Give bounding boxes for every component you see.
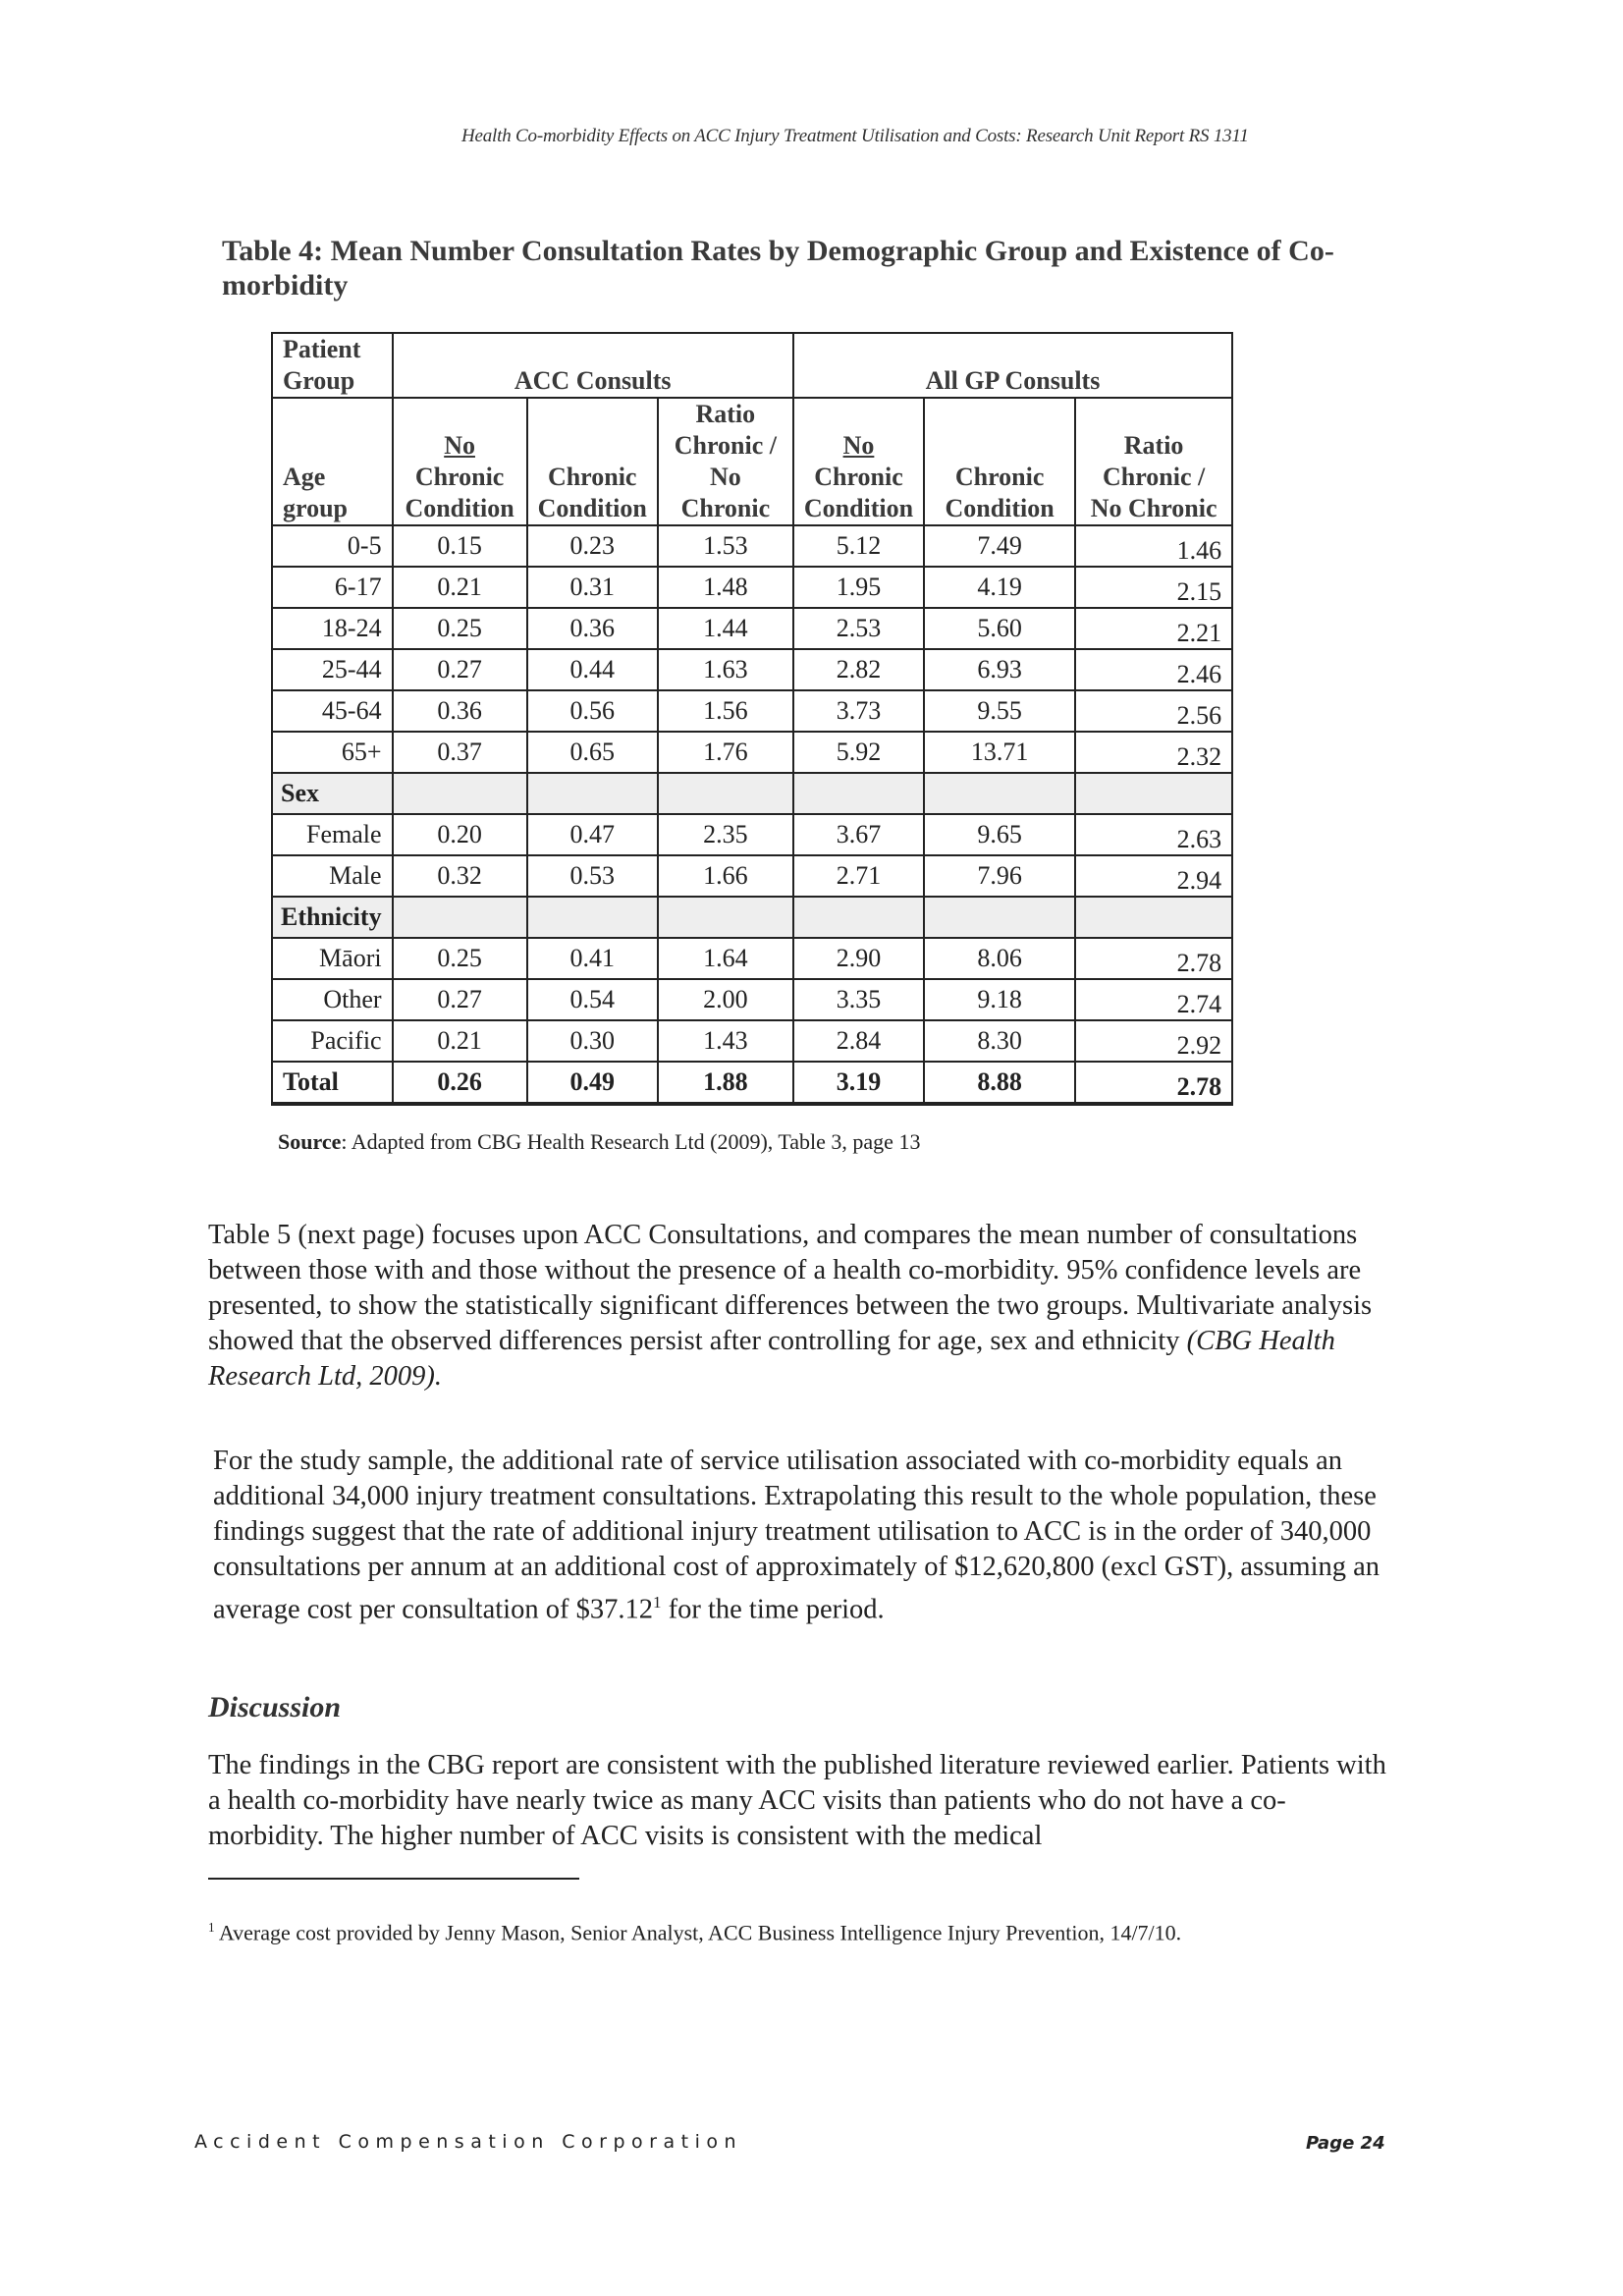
- table-row: [272, 525, 1232, 567]
- cell: 2.56: [1075, 690, 1232, 732]
- cell: 1.63: [658, 649, 793, 690]
- section-label: Ethnicity: [272, 897, 393, 938]
- cell: 4.19: [924, 567, 1075, 608]
- table-source-note: [278, 1129, 920, 1155]
- header-gp-no-chronic: [793, 398, 924, 525]
- paragraph-text: for the time period.: [661, 1594, 885, 1625]
- cell: 5.92: [793, 732, 924, 773]
- cell: 1.95: [793, 567, 924, 608]
- source-label: Source: [278, 1129, 342, 1154]
- cell: 8.88: [924, 1062, 1075, 1104]
- cell: 2.78: [1075, 1062, 1232, 1104]
- consultation-rates-table: [271, 332, 1233, 1106]
- header-age-group: Age group: [272, 398, 393, 525]
- row-label: 65+: [272, 732, 393, 773]
- cell: 2.46: [1075, 649, 1232, 690]
- section-row-sex: [272, 773, 1232, 814]
- table-row: [272, 649, 1232, 690]
- row-label: 25-44: [272, 649, 393, 690]
- cell: 2.15: [1075, 567, 1232, 608]
- cell: 2.92: [1075, 1020, 1232, 1062]
- cell: 1.44: [658, 608, 793, 649]
- table-title: Table 4: Mean Number Consultation Rates by Demographic Group and Existence of Co-morbidity: [222, 235, 1334, 301]
- cell: 0.21: [393, 1020, 527, 1062]
- cell: 2.35: [658, 814, 793, 855]
- cell: 8.06: [924, 938, 1075, 979]
- table-row: [272, 567, 1232, 608]
- row-label: 45-64: [272, 690, 393, 732]
- total-row: [272, 1062, 1232, 1104]
- row-label: 18-24: [272, 608, 393, 649]
- cell: 0.47: [527, 814, 658, 855]
- cell: 0.31: [527, 567, 658, 608]
- cell: 1.48: [658, 567, 793, 608]
- header-no-underlined: No: [842, 431, 875, 460]
- cell: 0.21: [393, 567, 527, 608]
- cell: 2.84: [793, 1020, 924, 1062]
- cell: 2.74: [1075, 979, 1232, 1020]
- row-label: Female: [272, 814, 393, 855]
- cell: 13.71: [924, 732, 1075, 773]
- cell: 2.90: [793, 938, 924, 979]
- cell: 0.56: [527, 690, 658, 732]
- cell: 0.44: [527, 649, 658, 690]
- cell: 9.65: [924, 814, 1075, 855]
- table-row: [272, 732, 1232, 773]
- cell: 0.25: [393, 938, 527, 979]
- cell: 0.32: [393, 855, 527, 897]
- cell: 1.66: [658, 855, 793, 897]
- cell: 1.46: [1075, 525, 1232, 567]
- cell: 0.23: [527, 525, 658, 567]
- cell: 0.41: [527, 938, 658, 979]
- header-acc-chronic: Chronic Condition: [527, 398, 658, 525]
- source-text: : Adapted from CBG Health Research Ltd (2009), Table 3, page 13: [341, 1129, 921, 1154]
- cell: 2.94: [1075, 855, 1232, 897]
- cell: 0.27: [393, 979, 527, 1020]
- cell: 0.37: [393, 732, 527, 773]
- row-label: Total: [272, 1062, 393, 1104]
- row-label: Māori: [272, 938, 393, 979]
- cell: 0.27: [393, 649, 527, 690]
- cell: 0.65: [527, 732, 658, 773]
- cell: 0.26: [393, 1062, 527, 1104]
- header-gp-chronic: Chronic Condition: [924, 398, 1075, 525]
- cell: 2.21: [1075, 608, 1232, 649]
- cell: 1.56: [658, 690, 793, 732]
- page-number: Page 24: [1306, 2133, 1385, 2154]
- header-chronic-condition-suffix: Chronic Condition: [803, 463, 914, 522]
- cell: 1.76: [658, 732, 793, 773]
- footer-organisation: Accident Compensation Corporation: [194, 2131, 743, 2153]
- cell: 5.12: [793, 525, 924, 567]
- footnote: [208, 1913, 1396, 1947]
- cell: 1.43: [658, 1020, 793, 1062]
- header-acc-no-chronic: [393, 398, 527, 525]
- cell: 5.60: [924, 608, 1075, 649]
- cell: 0.53: [527, 855, 658, 897]
- paragraph-discussion: The findings in the CBG report are consistent with the published literature reviewed earlier. Patients with a health co-morbidity have nearly twice as many ACC visits than patients who do not have a co-morbidity. The higher number of ACC visits is consistent with the medical: [208, 1750, 1386, 1851]
- header-gp-ratio: Ratio Chronic / No Chronic: [1075, 398, 1232, 525]
- cell: 9.55: [924, 690, 1075, 732]
- cell: 2.78: [1075, 938, 1232, 979]
- cell: 2.53: [793, 608, 924, 649]
- header-patient-group: Patient Group: [272, 333, 393, 398]
- discussion-heading: Discussion: [208, 1691, 342, 1723]
- cell: 3.67: [793, 814, 924, 855]
- cell: 0.30: [527, 1020, 658, 1062]
- table-row: [272, 608, 1232, 649]
- cell: 2.71: [793, 855, 924, 897]
- cell: 3.19: [793, 1062, 924, 1104]
- cell: 6.93: [924, 649, 1075, 690]
- header-all-gp-consults: All GP Consults: [793, 333, 1232, 398]
- cell: 9.18: [924, 979, 1075, 1020]
- citation: (CBG Health Research Ltd, 2009).: [208, 1326, 1335, 1392]
- footnote-divider: [208, 1878, 579, 1880]
- footnote-reference[interactable]: 1: [652, 1593, 662, 1612]
- footnote-marker: 1: [208, 1920, 215, 1935]
- running-header: Health Co-morbidity Effects on ACC Injury Treatment Utilisation and Costs: Research Unit Report RS 1311: [461, 126, 1249, 146]
- cell: 7.96: [924, 855, 1075, 897]
- row-label: 6-17: [272, 567, 393, 608]
- section-row-ethnicity: [272, 897, 1232, 938]
- table-row: [272, 979, 1232, 1020]
- row-label: Male: [272, 855, 393, 897]
- paragraph-text: Table 5 (next page) focuses upon ACC Consultations, and compares the mean number of consultations between those with and those without the presence of a health co-morbidity. 95% confidence levels are presented, to show the statistically significant differences between the two groups. Multivariate analysis showed that the observed differences persist after controlling for age, sex and ethnicity: [208, 1220, 1373, 1356]
- cell: 1.53: [658, 525, 793, 567]
- cell: 2.82: [793, 649, 924, 690]
- table-row: [272, 938, 1232, 979]
- cell: 0.25: [393, 608, 527, 649]
- row-label: Pacific: [272, 1020, 393, 1062]
- row-label: 0-5: [272, 525, 393, 567]
- cell: 0.36: [527, 608, 658, 649]
- cell: 1.64: [658, 938, 793, 979]
- table-header-row-1: [272, 333, 1232, 398]
- cell: 3.73: [793, 690, 924, 732]
- header-chronic-condition-suffix: Chronic Condition: [405, 463, 514, 522]
- header-no-underlined: No: [444, 431, 475, 460]
- row-label: Other: [272, 979, 393, 1020]
- cell: 2.63: [1075, 814, 1232, 855]
- table-row: [272, 855, 1232, 897]
- cell: 0.54: [527, 979, 658, 1020]
- cell: 8.30: [924, 1020, 1075, 1062]
- header-acc-ratio: Ratio Chronic / No Chronic: [658, 398, 793, 525]
- paragraph-study-sample: [208, 1444, 1401, 1628]
- cell: 2.32: [1075, 732, 1232, 773]
- table-row: [272, 814, 1232, 855]
- cell: 0.20: [393, 814, 527, 855]
- cell: 1.88: [658, 1062, 793, 1104]
- cell: 7.49: [924, 525, 1075, 567]
- table-row: [272, 690, 1232, 732]
- section-label: Sex: [272, 773, 393, 814]
- cell: 3.35: [793, 979, 924, 1020]
- paragraph-text: For the study sample, the additional rate of service utilisation associated with co-morbidity equals an additional 34,000 injury treatment consultations. Extrapolating this result to the whole population, these findings suggest that the rate of additional injury treatment utilisation to ACC is in the order of 340,000 consultations per annum at an additional cost of approximately of $12,620,800 (excl GST), assuming an average cost per consultation of $37.12: [213, 1446, 1380, 1625]
- table-row: [272, 1020, 1232, 1062]
- cell: 0.49: [527, 1062, 658, 1104]
- header-acc-consults: ACC Consults: [393, 333, 793, 398]
- cell: 0.36: [393, 690, 527, 732]
- footnote-text: Average cost provided by Jenny Mason, Senior Analyst, ACC Business Intelligence Injury Prevention, 14/7/10.: [214, 1920, 1182, 1945]
- paragraph-table5-intro: [208, 1218, 1396, 1394]
- cell: 0.15: [393, 525, 527, 567]
- cell: 2.00: [658, 979, 793, 1020]
- table-header-row-2: [272, 398, 1232, 525]
